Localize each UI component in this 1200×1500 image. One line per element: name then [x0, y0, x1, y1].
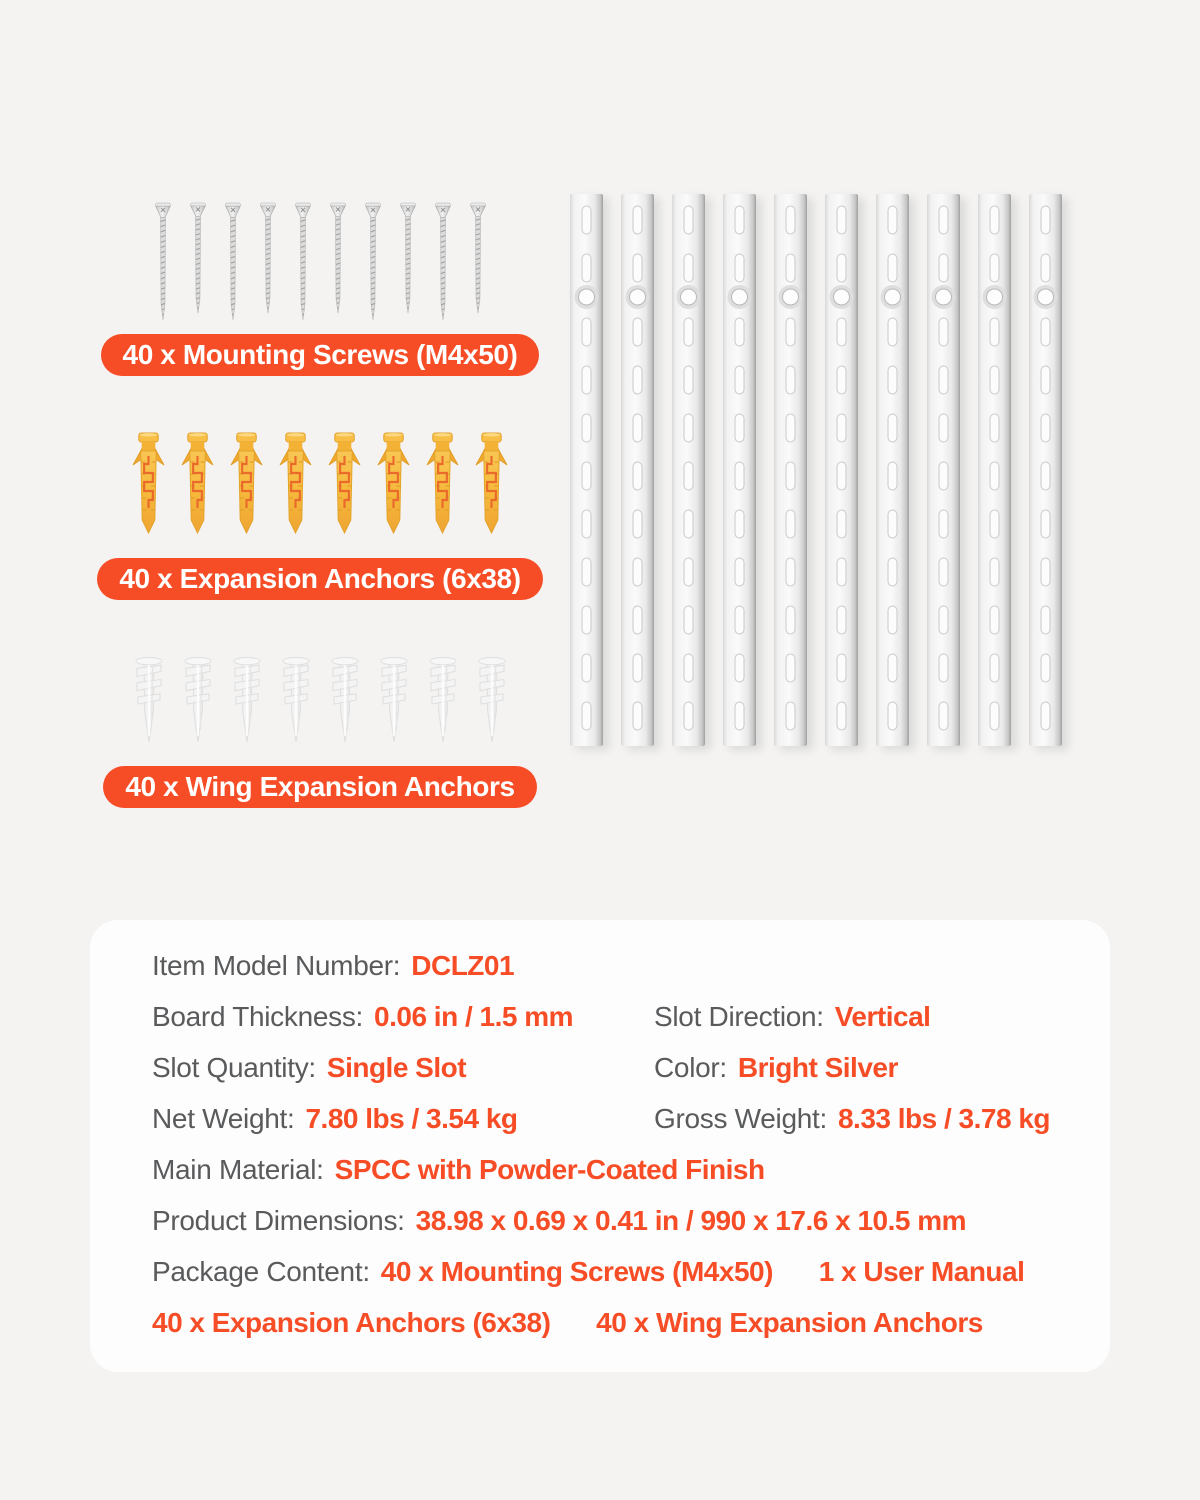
- screw-icon: [435, 202, 451, 323]
- slotted-rail-icon: [621, 194, 654, 746]
- spec-label: Slot Direction:: [654, 1001, 824, 1032]
- wing-anchor-icon: [330, 656, 360, 746]
- mounting-screws-label-badge: 40 x Mounting Screws (M4x50): [101, 334, 540, 376]
- spec-row-material: [152, 1144, 1110, 1195]
- screw-icon: [260, 202, 276, 316]
- spec-label: Slot Quantity:: [152, 1052, 316, 1083]
- spec-panel: [90, 920, 1110, 1372]
- spec-value: SPCC with Powder-Coated Finish: [334, 1154, 765, 1185]
- expansion-anchor-icon: [376, 432, 411, 538]
- spec-value: DCLZ01: [411, 950, 515, 981]
- slotted-rail-icon: [825, 194, 858, 746]
- expansion-anchor-icon: [229, 432, 264, 538]
- spec-row-weights: [152, 1093, 1110, 1144]
- spec-value: 1 x User Manual: [818, 1256, 1025, 1287]
- wing-anchors-group: [120, 656, 520, 748]
- wing-anchor-icon: [281, 656, 311, 746]
- screw-icon: [225, 202, 241, 323]
- wing-anchor-icon: [477, 656, 507, 746]
- spec-row-package-1: [152, 1246, 1110, 1297]
- slotted-rails-group: [570, 194, 1062, 746]
- expansion-anchor-icon: [180, 432, 215, 538]
- spec-label: Item Model Number:: [152, 950, 401, 981]
- slotted-rail-icon: [978, 194, 1011, 746]
- spec-value: 38.98 x 0.69 x 0.41 in / 990 x 17.6 x 10.5 mm: [415, 1205, 967, 1236]
- slotted-rail-icon: [723, 194, 756, 746]
- spec-value: Vertical: [834, 1001, 931, 1032]
- screw-icon: [365, 202, 381, 323]
- expansion-anchors-label-badge: 40 x Expansion Anchors (6x38): [97, 558, 542, 600]
- wing-anchor-icon: [379, 656, 409, 746]
- spec-label: Color:: [654, 1052, 727, 1083]
- screw-icon: [470, 202, 486, 316]
- spec-label: Board Thickness:: [152, 1001, 364, 1032]
- spec-value: 8.33 lbs / 3.78 kg: [837, 1103, 1051, 1134]
- expansion-anchor-icon: [278, 432, 313, 538]
- wing-anchor-icon: [134, 656, 164, 746]
- spec-label: Product Dimensions:: [152, 1205, 405, 1236]
- spec-value: Single Slot: [326, 1052, 467, 1083]
- screw-icon: [295, 202, 311, 323]
- wing-anchors-label-badge: 40 x Wing Expansion Anchors: [103, 766, 536, 808]
- screw-icon: [190, 202, 206, 316]
- expansion-anchor-icon: [131, 432, 166, 538]
- slotted-rail-icon: [672, 194, 705, 746]
- expansion-anchor-icon: [327, 432, 362, 538]
- wing-anchor-icon: [232, 656, 262, 746]
- spec-label: Package Content:: [152, 1256, 370, 1287]
- slotted-rail-icon: [774, 194, 807, 746]
- spec-value: Bright Silver: [737, 1052, 898, 1083]
- spec-value: 40 x Wing Expansion Anchors: [596, 1307, 983, 1338]
- spec-value: 40 x Expansion Anchors (6x38): [152, 1307, 551, 1338]
- spec-label: Main Material:: [152, 1154, 324, 1185]
- spec-label: Gross Weight:: [654, 1103, 827, 1134]
- spec-value: 40 x Mounting Screws (M4x50): [380, 1256, 773, 1287]
- screw-icon: [400, 202, 416, 316]
- wing-anchor-icon: [428, 656, 458, 746]
- spec-label: Net Weight:: [152, 1103, 295, 1134]
- slotted-rail-icon: [570, 194, 603, 746]
- expansion-anchor-icon: [474, 432, 509, 538]
- spec-row-package-2: [152, 1297, 1110, 1348]
- wing-anchor-icon: [183, 656, 213, 746]
- screw-icon: [330, 202, 346, 316]
- spec-row-dimensions: [152, 1195, 1110, 1246]
- spec-row-quantity-color: [152, 1042, 1110, 1093]
- spec-value: 0.06 in / 1.5 mm: [374, 1001, 574, 1032]
- spec-value: 7.80 lbs / 3.54 kg: [305, 1103, 518, 1134]
- spec-row-thickness-direction: [152, 991, 1110, 1042]
- spec-row-model: [152, 940, 1110, 991]
- expansion-anchors-group: [120, 432, 520, 540]
- slotted-rail-icon: [876, 194, 909, 746]
- slotted-rail-icon: [927, 194, 960, 746]
- expansion-anchor-icon: [425, 432, 460, 538]
- slotted-rail-icon: [1029, 194, 1062, 746]
- mounting-screws-group: [120, 202, 520, 320]
- screw-icon: [155, 202, 171, 323]
